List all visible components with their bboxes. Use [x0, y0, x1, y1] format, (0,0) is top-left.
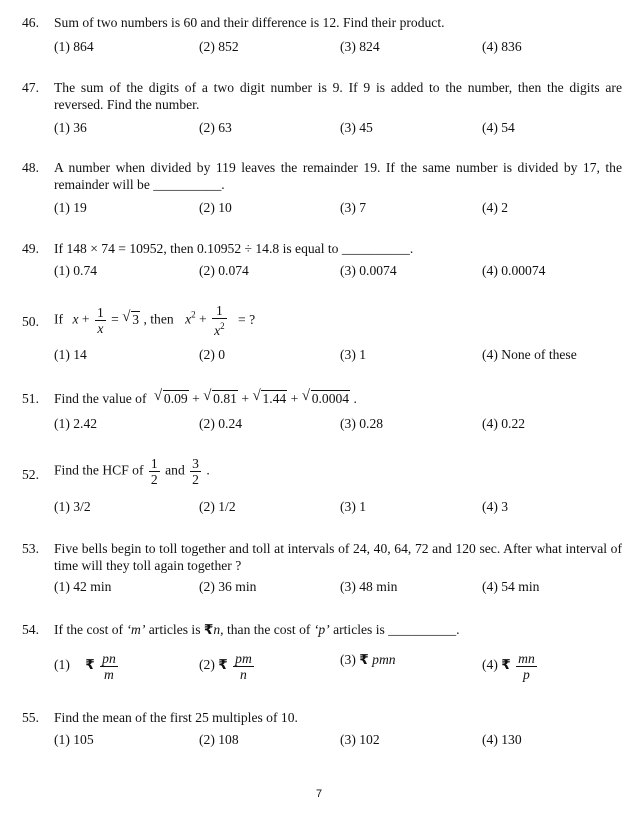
options-row: [54, 262, 622, 282]
square-root-4: √ 0.0004: [301, 388, 350, 406]
question-number: 50.: [22, 314, 39, 329]
option-4: (4) 0.22: [482, 416, 526, 431]
question-number: 54.: [22, 622, 39, 637]
option-2: (2) 1/2: [199, 499, 236, 514]
option-4: (4) 130: [482, 732, 522, 747]
option-1: (1) 3/2: [54, 499, 91, 514]
option-1: (1) 2.42: [54, 416, 98, 431]
then-word: , then: [143, 311, 174, 327]
option-4: (4) ₹ $\frac{mn}{p}$: [482, 651, 535, 682]
equals-question: = ?: [238, 311, 256, 327]
question-text: Find the value of √ 0.09 + √ 0.81 + √ 1.44 + √ 0.0004 .: [54, 388, 357, 406]
fraction: $\frac{mn}{p}$: [518, 651, 535, 682]
square-root: √ 3: [122, 308, 140, 327]
option-1: (1) 42 min: [54, 579, 112, 594]
if-word: If: [54, 311, 64, 327]
question-46: [22, 14, 622, 58]
question-number: 48.: [22, 160, 39, 175]
question-51: [22, 390, 622, 436]
option-2: (2) 0.074: [199, 263, 249, 278]
text-part: If the cost of: [54, 622, 124, 637]
option-2: (2) 108: [199, 732, 239, 747]
and-word: and: [165, 462, 185, 478]
option-2: (2) 10: [199, 200, 232, 215]
option-4: (4) 54: [482, 120, 515, 135]
option-4: (4) 2: [482, 200, 509, 215]
option-3: (3) ₹ pmn: [340, 652, 396, 668]
option-3: (3) 0.0074: [340, 263, 397, 278]
fraction-one-over-x-squared: $\frac{1}{x^2}$: [214, 303, 225, 338]
question-54: [22, 621, 622, 685]
question-text: Sum of two numbers is 60 and their difference is 12. Find their product.: [54, 15, 445, 30]
options-row: [54, 119, 622, 139]
variable-n: n,: [213, 622, 224, 637]
question-text: The sum of the digits of a two digit number is 9. If 9 is added to the number, then the digits are reversed. Find the number.: [54, 80, 622, 112]
option-3: (3) 7: [340, 200, 367, 215]
option-3: (3) 45: [340, 120, 373, 135]
option-4: (4) 54 min: [482, 579, 540, 594]
question-52: [22, 456, 622, 514]
option-3: (3) 824: [340, 39, 380, 54]
question-number: 52.: [22, 467, 39, 482]
option-1: (1) 19: [54, 200, 87, 215]
options-row: [54, 199, 622, 219]
page-number: 7: [315, 788, 323, 800]
question-text: Find the mean of the first 25 multiples of 10.: [54, 710, 298, 725]
option-3: (3) 1: [340, 347, 367, 362]
option-1: (1) 864: [54, 39, 94, 54]
question-49: [22, 240, 622, 284]
lead-text: Find the HCF of: [54, 462, 144, 478]
question-48: [22, 159, 622, 219]
period: .: [353, 391, 357, 406]
rupee-icon: ₹: [359, 652, 369, 668]
option-2: (2) 63: [199, 120, 232, 135]
question-number: 46.: [22, 15, 39, 30]
square-root-3: √ 1.44: [252, 388, 287, 406]
option-3: (3) 48 min: [340, 579, 398, 594]
question-number: 47.: [22, 80, 39, 95]
question-number: 53.: [22, 541, 39, 556]
option-3: (3) 0.28: [340, 416, 384, 431]
rupee-icon: ₹: [85, 657, 95, 673]
question-text: A number when divided by 119 leaves the remainder 19. If the same number is divided by 17, the remainder will be __________.: [54, 160, 622, 192]
text-part: articles is __________.: [333, 622, 460, 637]
question-text: [54, 621, 622, 639]
equation-lhs: x + $\frac{1}{x}$ = √ 3: [72, 305, 140, 336]
options-row: [54, 346, 622, 366]
square-root-1: √ 0.09: [153, 388, 188, 406]
option-1: (1) 105: [54, 732, 94, 747]
question-text: If 148 × 74 = 10952, then 0.10952 ÷ 14.8 is equal to __________.: [54, 241, 414, 256]
question-text: Five bells begin to toll together and toll at intervals of 24, 40, 64, 72 and 120 sec. After what interval of time will they toll again together ?: [54, 541, 622, 573]
fraction-1: $\frac{1}{2}$: [150, 456, 158, 487]
option-1: (1) 14: [54, 347, 87, 362]
option-3: (3) 1: [340, 499, 367, 514]
fraction: $\frac{pn}{m}$: [102, 651, 116, 682]
variable-p: ‘p’: [313, 622, 330, 637]
question-number: 51.: [22, 391, 39, 406]
question-53: [22, 540, 622, 600]
question-47: [22, 79, 622, 139]
text-part: than the cost of: [226, 622, 311, 637]
square-root-2: √ 0.81: [203, 388, 237, 406]
question-number: 55.: [22, 710, 39, 725]
option-2: (2) 36 min: [199, 579, 257, 594]
rupee-icon: ₹: [218, 657, 228, 673]
option-2: (2) 852: [199, 39, 239, 54]
option-4: (4) 0.00074: [482, 263, 546, 278]
question-55: [22, 709, 622, 753]
variable-m: ‘m’: [126, 622, 146, 637]
fraction-2: $\frac{3}{2}$: [192, 456, 199, 487]
option-2: (2) ₹ $\frac{pm}{n}$: [199, 651, 252, 682]
option-2: (2) 0: [199, 347, 226, 362]
options-row: [54, 498, 622, 518]
question-number: 49.: [22, 241, 39, 256]
text-part: articles is: [148, 622, 201, 637]
options-row: [54, 731, 622, 751]
fraction: $\frac{pm}{n}$: [235, 651, 252, 682]
question-50: [22, 303, 622, 365]
options-row: [54, 415, 622, 435]
option-4: (4) 3: [482, 499, 509, 514]
option-3: (3) 102: [340, 732, 380, 747]
option-4: (4) None of these: [482, 347, 577, 362]
equation-rhs: $x^2$ + $\frac{1}{x^2}$: [185, 303, 225, 338]
question-text: [54, 456, 622, 492]
options-row: [54, 645, 622, 681]
period: .: [206, 462, 210, 478]
lead-text: Find the value of: [54, 391, 147, 406]
option-1: (1) ₹ $\frac{pn}{m}$: [54, 651, 116, 682]
option-4: (4) 836: [482, 39, 522, 54]
option-1: (1) 0.74: [54, 263, 98, 278]
option-1: (1) 36: [54, 120, 87, 135]
options-row: [54, 578, 622, 598]
question-text: [54, 303, 622, 339]
rupee-icon: ₹: [203, 622, 214, 638]
fraction-one-over-x: $\frac{1}{x}$: [96, 305, 104, 336]
options-row: [54, 38, 622, 58]
option-2: (2) 0.24: [199, 416, 243, 431]
rupee-icon: ₹: [501, 657, 511, 673]
